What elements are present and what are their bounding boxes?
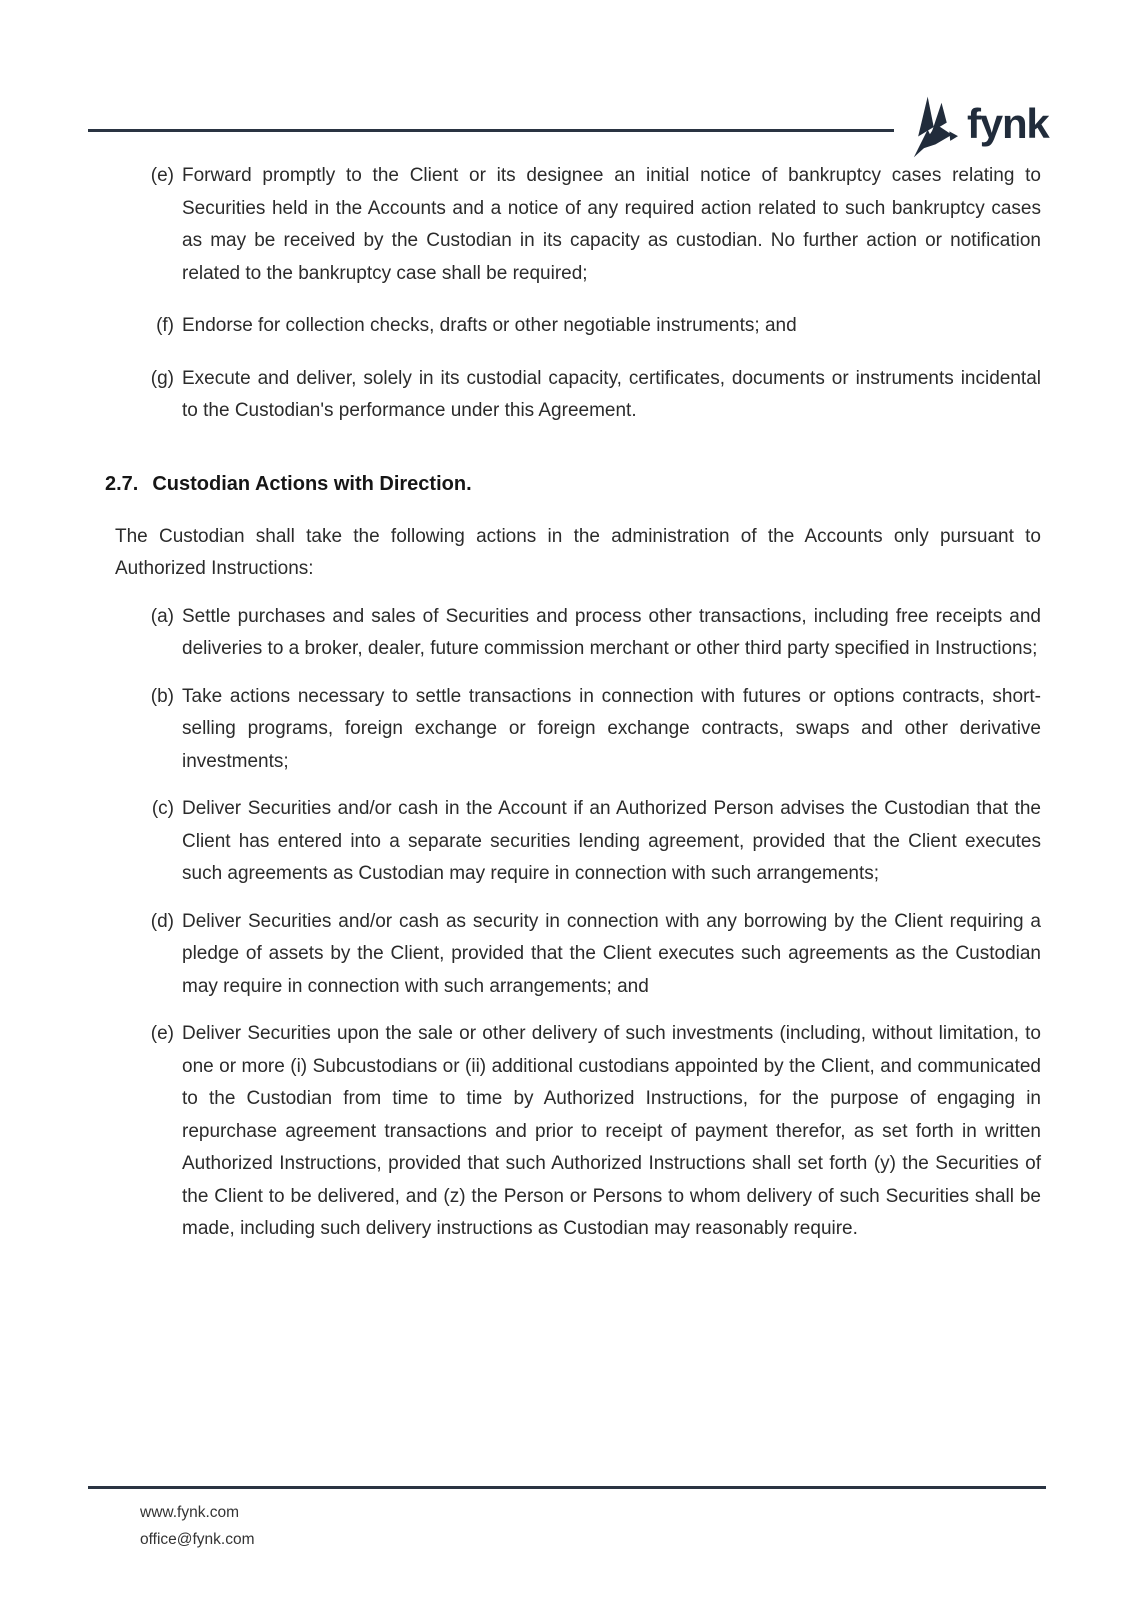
document-body xyxy=(90,160,1041,1246)
clause-label: (f) xyxy=(156,315,174,336)
item-text: Settle purchases and sales of Securities and process other transactions, including free receipts and deliveries to a broker, dealer, future commission merchant or other third party specified in Instructions; xyxy=(182,605,1041,659)
item-label: (d) xyxy=(150,910,174,932)
footer-rule xyxy=(88,1486,1046,1489)
item-text: Deliver Securities and/or cash in the Account if an Authorized Person advises the Custodian that the Client has entered into a separate securities lending agreement, provided that the Client executes such agreements as Custodian may require in connection with such arrangements; xyxy=(182,798,1041,884)
item-label: (b) xyxy=(150,685,174,707)
list-item-a xyxy=(140,601,1041,666)
list-item-c xyxy=(140,793,1041,891)
list-item-d xyxy=(140,906,1041,1004)
item-label: (c) xyxy=(151,798,174,819)
section-intro: The Custodian shall take the following actions in the administration of the Accounts only pursuant to Authorized Instructions: xyxy=(115,525,1041,579)
item-text: Deliver Securities upon the sale or other delivery of such investments (including, without limitation, to one or more (i) Subcustodians or (ii) additional custodians appointed by the Client, and communicated to the Custodian from time to time by Authorized Instructions, for the purpose of engaging in repurchase agreement transactions and prior to receipt of payment therefor, as set forth in written Authorized Instructions, provided that such Authorized Instructions shall set forth (y) the Securities of the Client to be delivered, and (z) the Person or Persons to whom delivery of such Securities shall be made, including such delivery instructions as Custodian may reasonably require. xyxy=(182,1023,1041,1239)
header-rule xyxy=(88,129,894,132)
clause-label: (g) xyxy=(150,367,174,389)
clause-text: Forward promptly to the Client or its designee an initial notice of bankruptcy cases relating to Securities held in the Accounts and a notice of any required action related to such bankruptcy cases as may be received by the Custodian in its capacity as custodian. No further action or notification related to the bankruptcy case shall be required; xyxy=(182,165,1041,284)
brand-wordmark: fynk xyxy=(967,100,1049,147)
clause-item-g xyxy=(140,363,1041,428)
item-text: Deliver Securities and/or cash as security in connection with any borrowing by the Client requiring a pledge of assets by the Client, provided that the Client executes such agreements as the Custodian may require in connection with such arrangements; and xyxy=(182,910,1041,997)
origami-crane-icon xyxy=(906,94,958,160)
section-number: 2.7. xyxy=(105,472,139,495)
clause-label: (e) xyxy=(150,165,174,186)
clause-item-e xyxy=(140,160,1041,290)
footer-email: office@fynk.com xyxy=(140,1531,255,1548)
footer-website: www.fynk.com xyxy=(140,1504,240,1521)
item-label: (a) xyxy=(150,605,174,627)
list-item-b xyxy=(140,681,1041,779)
clause-text: Execute and deliver, solely in its custodial capacity, certificates, documents or instruments incidental to the Custodian's performance under this Agreement. xyxy=(182,367,1041,421)
clause-item-f xyxy=(140,310,1041,343)
section-heading xyxy=(105,469,1041,499)
section-title: Custodian Actions with Direction. xyxy=(152,472,472,495)
list-item-e xyxy=(140,1018,1041,1246)
footer-contact xyxy=(140,1499,255,1553)
clause-text: Endorse for collection checks, drafts or other negotiable instruments; and xyxy=(182,315,797,336)
item-label: (e) xyxy=(150,1023,174,1044)
brand-logo xyxy=(906,94,1049,160)
item-text: Take actions necessary to settle transactions in connection with futures or options contracts, short-selling programs, foreign exchange or foreign exchange contracts, swaps and other derivative investments; xyxy=(182,685,1041,772)
